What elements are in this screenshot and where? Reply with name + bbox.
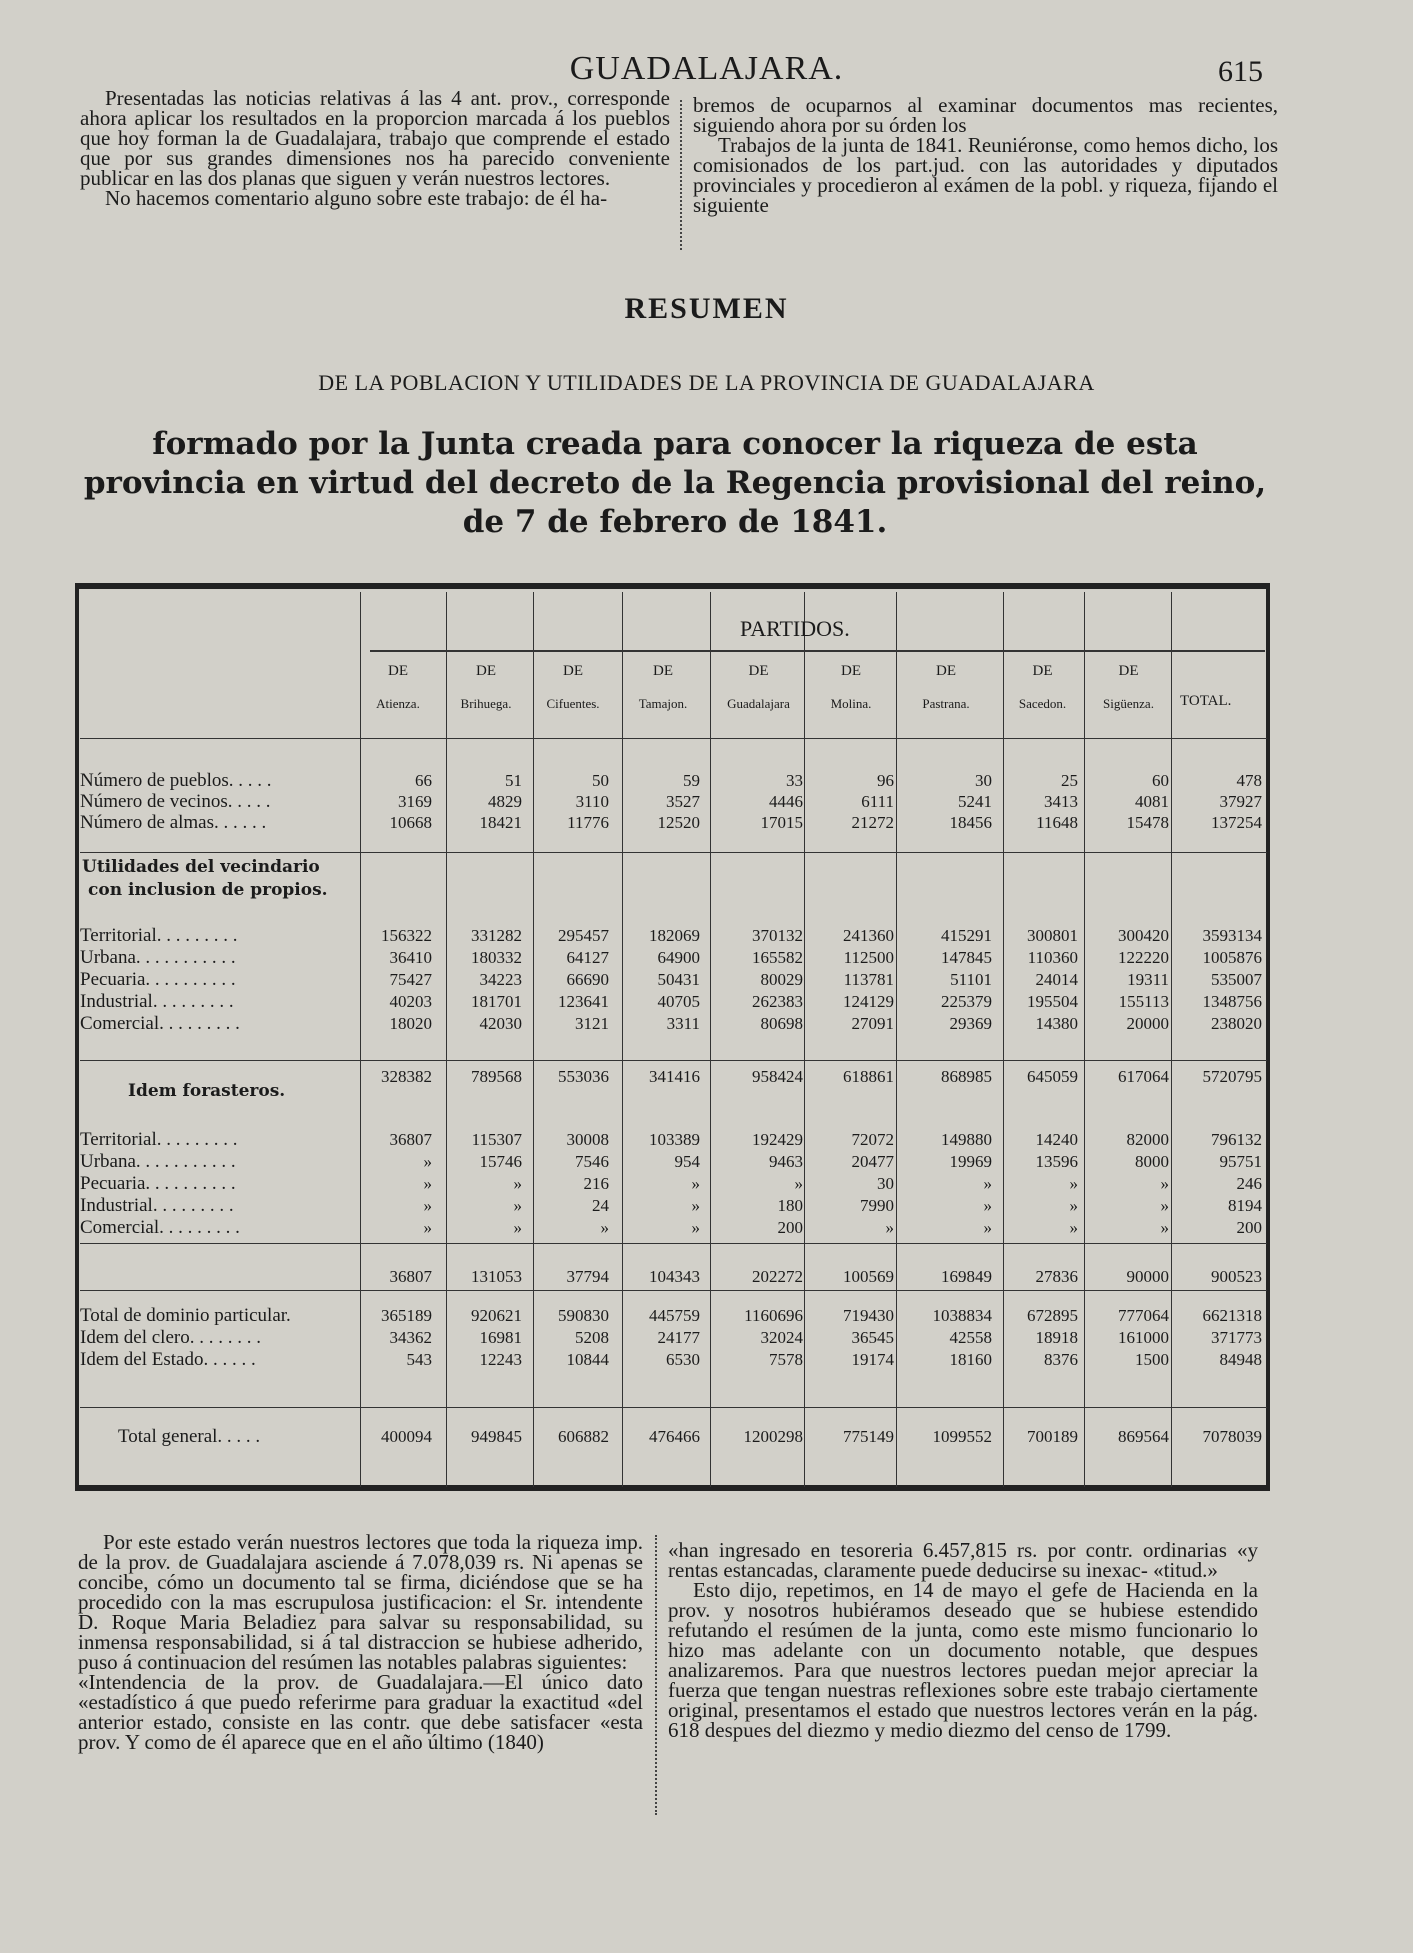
population-cell: 3413 xyxy=(1044,792,1078,811)
forasteros-cell: 796132 xyxy=(1211,1130,1262,1149)
vecindario-cell: 40705 xyxy=(657,992,700,1011)
dominio-cell: 1038834 xyxy=(932,1306,992,1325)
vecindario-subtotal-cell: 618861 xyxy=(843,1067,894,1086)
forasteros-cell: 216 xyxy=(583,1174,609,1193)
forasteros-row-label: Territorial. . . . . . . . . xyxy=(80,1129,238,1150)
column-header-molina xyxy=(804,663,898,712)
column-header-tamajon xyxy=(622,663,704,712)
vecindario-cell: 295457 xyxy=(558,926,609,945)
population-cell: 25 xyxy=(1061,771,1078,790)
population-cell: 17015 xyxy=(760,813,803,832)
dominio-cell: 777064 xyxy=(1118,1306,1169,1325)
total-general-cell: 700189 xyxy=(1027,1427,1078,1446)
forasteros-subtotal-cell: 169849 xyxy=(941,1267,992,1286)
vecindario-subtotal-cell: 553036 xyxy=(558,1067,609,1086)
forasteros-cell: » xyxy=(423,1196,432,1215)
dominio-cell: 16981 xyxy=(479,1328,522,1347)
population-cell: 50 xyxy=(592,771,609,790)
forasteros-cell: » xyxy=(423,1174,432,1193)
dominio-row-label: Total de dominio particular. xyxy=(80,1305,291,1326)
vecindario-cell: 51101 xyxy=(950,970,992,989)
total-general-row-label: Total general. . . . . xyxy=(118,1426,261,1447)
page-number: 615 xyxy=(1218,55,1263,88)
forasteros-cell: 954 xyxy=(674,1152,700,1171)
partidos-underline xyxy=(370,650,1265,652)
column-header-name: Molina. xyxy=(830,696,872,711)
vecindario-cell: 64900 xyxy=(657,948,700,967)
forasteros-cell: 115307 xyxy=(471,1130,522,1149)
forasteros-cell: » xyxy=(983,1174,992,1193)
vecindario-cell: 123641 xyxy=(558,992,609,1011)
vecindario-cell: 535007 xyxy=(1211,970,1262,989)
column-header-de: DE xyxy=(841,663,861,679)
column-header-de: DE xyxy=(563,663,583,679)
forasteros-subtotal-cell: 27836 xyxy=(1035,1267,1078,1286)
population-cell: 4081 xyxy=(1135,792,1169,811)
vecindario-cell: 122220 xyxy=(1118,948,1169,967)
intro-right-column xyxy=(693,95,1278,215)
dominio-cell: 161000 xyxy=(1118,1328,1169,1347)
vecindario-cell: 3121 xyxy=(575,1014,609,1033)
total-general-cell: 949845 xyxy=(471,1427,522,1446)
forasteros-subtotal-cell: 131053 xyxy=(471,1267,522,1286)
column-header-de: DE xyxy=(476,663,496,679)
dominio-row-label: Idem del clero. . . . . . . . xyxy=(80,1327,261,1348)
utilidades-heading-line-1: Utilidades del vecindario xyxy=(82,857,320,877)
dominio-cell: 719430 xyxy=(843,1306,894,1325)
vecindario-cell: 27091 xyxy=(851,1014,894,1033)
forasteros-cell: » xyxy=(1160,1174,1169,1193)
forasteros-cell: 30008 xyxy=(566,1130,609,1149)
dominio-cell: 42558 xyxy=(949,1328,992,1347)
vecindario-cell: 225379 xyxy=(941,992,992,1011)
closing-right-paragraph-1: «han ingresado en tesoreria 6.457,815 rs. por contr. ordinarias «y rentas estancadas, claramente puede deducirse su inexac- «titud.» xyxy=(668,1538,1258,1582)
forasteros-subtotal-cell: 37794 xyxy=(566,1267,609,1286)
dominio-cell: 12243 xyxy=(479,1350,522,1369)
vecindario-cell: 262383 xyxy=(752,992,803,1011)
vecindario-cell: 331282 xyxy=(471,926,522,945)
forasteros-subtotal-cell: 90000 xyxy=(1126,1267,1169,1286)
vecindario-cell: 156322 xyxy=(381,926,432,945)
population-cell: 51 xyxy=(505,771,522,790)
closing-right-column xyxy=(668,1540,1258,1740)
population-cell: 66 xyxy=(415,771,432,790)
forasteros-cell: » xyxy=(691,1218,700,1237)
vecindario-cell: 20000 xyxy=(1126,1014,1169,1033)
vecindario-cell: 36410 xyxy=(389,948,432,967)
population-cell: 15478 xyxy=(1126,813,1169,832)
vecindario-cell: 300420 xyxy=(1118,926,1169,945)
population-cell: 11776 xyxy=(567,813,609,832)
vecindario-cell: 24014 xyxy=(1035,970,1078,989)
forasteros-subtotal-cell: 36807 xyxy=(389,1267,432,1286)
vecindario-subtotal-cell: 789568 xyxy=(471,1067,522,1086)
population-cell: 18421 xyxy=(479,813,522,832)
population-cell: 5241 xyxy=(958,792,992,811)
column-header-de: DE xyxy=(748,663,769,679)
vecindario-cell: 241360 xyxy=(843,926,894,945)
vecindario-subtotal-cell: 617064 xyxy=(1118,1067,1169,1086)
forasteros-subtotal-cell: 900523 xyxy=(1211,1267,1262,1286)
vecindario-cell: 370132 xyxy=(752,926,803,945)
vecindario-row-label: Comercial. . . . . . . . . xyxy=(80,1013,240,1034)
vecindario-cell: 165582 xyxy=(752,948,803,967)
vecindario-cell: 3311 xyxy=(666,1014,700,1033)
population-cell: 10668 xyxy=(389,813,432,832)
forasteros-heading: Idem forasteros. xyxy=(128,1081,286,1101)
total-general-cell: 1099552 xyxy=(932,1427,992,1446)
partidos-heading: PARTIDOS. xyxy=(740,616,850,641)
dominio-cell: 371773 xyxy=(1211,1328,1262,1347)
intro-left-column xyxy=(80,88,670,208)
intro-left-paragraph-1: Presentadas las noticias relativas á las 4 ant. prov., corresponde ahora aplicar los resultados en la proporcion marcada á los pueblos que hoy forman la de Guadalajara, trabajo que comprende el estado que por sus grandes dimensiones nos ha parecido conveniente publicar en las dos planas que siguen y verán nuestros lectores. xyxy=(80,86,670,190)
population-cell: 30 xyxy=(975,771,992,790)
dominio-cell: 5208 xyxy=(575,1328,609,1347)
vecindario-cell: 1348756 xyxy=(1202,992,1262,1011)
population-row-label: Número de almas. . . . . . xyxy=(80,812,267,833)
population-cell: 3527 xyxy=(666,792,700,811)
forasteros-cell: 13596 xyxy=(1035,1152,1078,1171)
total-general-cell: 7078039 xyxy=(1202,1427,1262,1446)
page-header-title: GUADALAJARA. xyxy=(569,50,844,87)
column-header-name: Pastrana. xyxy=(922,696,970,711)
vecindario-cell: 415291 xyxy=(941,926,992,945)
population-cell: 60 xyxy=(1152,771,1169,790)
forasteros-cell: 200 xyxy=(1236,1218,1262,1237)
forasteros-cell: 15746 xyxy=(479,1152,522,1171)
closing-left-paragraph-2: «Intendencia de la prov. de Guadalajara.—El único dato «estadístico á que puedo referirme para graduar la exactitud «del anterior estado, consiste en las contr. que debe satisfacer «esta prov. Y como de él aparece que en el año último (1840) xyxy=(78,1670,643,1754)
vecindario-cell: 42030 xyxy=(479,1014,522,1033)
forasteros-cell: » xyxy=(1069,1218,1078,1237)
vecindario-cell: 113781 xyxy=(843,970,894,989)
row-rule xyxy=(80,738,1267,739)
population-cell: 6111 xyxy=(861,792,894,811)
forasteros-cell: 103389 xyxy=(649,1130,700,1149)
dominio-cell: 6530 xyxy=(666,1350,700,1369)
utilidades-heading-line-2: con inclusion de propios. xyxy=(88,880,328,900)
forasteros-cell: » xyxy=(885,1218,894,1237)
intro-left-paragraph-2: No hacemos comentario alguno sobre este trabajo: de él ha- xyxy=(105,186,608,210)
row-rule xyxy=(80,852,1267,853)
closing-left-paragraph-1: Por este estado verán nuestros lectores que toda la riqueza imp. de la prov. de Guadalajara asciende á 7.078,039 rs. Ni apenas se concibe, cómo un documento tal se firma, diciéndose que se ha procedido con la mas escrupulosa justificacion: el Sr. intendente D. Roque Maria Beladiez para salvar su responsabilidad, su inmensa responsabilidad, si á tal distraccion se hubiese adherido, puso á continuacion del resúmen las notables palabras siguientes: xyxy=(78,1530,643,1674)
vecindario-cell: 124129 xyxy=(843,992,894,1011)
forasteros-subtotal-cell: 100569 xyxy=(843,1267,894,1286)
population-cell: 33 xyxy=(786,771,803,790)
vecindario-cell: 1005876 xyxy=(1202,948,1262,967)
vecindario-cell: 195504 xyxy=(1027,992,1078,1011)
forasteros-cell: » xyxy=(983,1218,992,1237)
dominio-cell: 590830 xyxy=(558,1306,609,1325)
forasteros-cell: 7546 xyxy=(575,1152,609,1171)
forasteros-cell: » xyxy=(794,1174,803,1193)
population-cell: 3110 xyxy=(575,792,609,811)
forasteros-cell: 149880 xyxy=(941,1130,992,1149)
forasteros-cell: 246 xyxy=(1236,1174,1262,1193)
forasteros-cell: 8194 xyxy=(1228,1196,1262,1215)
vecindario-cell: 80698 xyxy=(760,1014,803,1033)
vecindario-cell: 34223 xyxy=(479,970,522,989)
population-cell: 4446 xyxy=(769,792,803,811)
forasteros-cell: 82000 xyxy=(1126,1130,1169,1149)
population-cell: 11648 xyxy=(1036,813,1078,832)
dominio-cell: 10844 xyxy=(566,1350,609,1369)
forasteros-cell: » xyxy=(423,1152,432,1171)
forasteros-cell: 14240 xyxy=(1035,1130,1078,1149)
vecindario-cell: 19311 xyxy=(1127,970,1169,989)
dominio-cell: 34362 xyxy=(389,1328,432,1347)
column-header-de: DE xyxy=(1118,663,1139,679)
vecindario-cell: 181701 xyxy=(471,992,522,1011)
forasteros-cell: » xyxy=(1160,1218,1169,1237)
column-header-total: TOTAL. xyxy=(1180,693,1232,709)
column-header-atienza xyxy=(360,663,436,712)
population-cell: 18456 xyxy=(949,813,992,832)
forasteros-cell: 180 xyxy=(777,1196,803,1215)
forasteros-cell: 30 xyxy=(877,1174,894,1193)
population-cell: 12520 xyxy=(657,813,700,832)
total-general-cell: 476466 xyxy=(649,1427,700,1446)
resumen-subtitle: DE LA POBLACION Y UTILIDADES DE LA PROVINCIA DE GUADALAJARA xyxy=(318,370,1095,395)
vecindario-cell: 18020 xyxy=(389,1014,432,1033)
vecindario-cell: 238020 xyxy=(1211,1014,1262,1033)
population-cell: 4829 xyxy=(488,792,522,811)
forasteros-cell: 19969 xyxy=(949,1152,992,1171)
forasteros-cell: 8000 xyxy=(1135,1152,1169,1171)
closing-right-paragraph-2: Esto dijo, repetimos, en 14 de mayo el gefe de Hacienda en la prov. y nosotros hubiéramos deseado que se hubiese estendido refutando el resúmen de la junta, como este mismo funcionario lo hizo mas adelante con un documento notable, que despues analizaremos. Para que nuestros lectores puedan mejor apreciar la fuerza que tengan nuestras reflexiones sobre este trabajo ciertamente original, presentamos el estado que nuestros lectores verán en la pág. 618 despues del diezmo y medio diezmo del censo de 1799. xyxy=(668,1578,1258,1742)
population-cell: 21272 xyxy=(851,813,894,832)
dominio-cell: 6621318 xyxy=(1202,1306,1262,1325)
row-rule xyxy=(80,1290,1267,1291)
forasteros-cell: » xyxy=(983,1196,992,1215)
dominio-cell: 36545 xyxy=(851,1328,894,1347)
row-rule xyxy=(80,1243,1267,1244)
intro-right-paragraph-2: Trabajos de la junta de 1841. Reuniéronse, como hemos dicho, los comisionados de los part.jud. con las autoridades y diputados provinciales y procedieron al exámen de la pobl. y riqueza, fijando el siguiente xyxy=(693,133,1278,217)
dominio-cell: 8376 xyxy=(1044,1350,1078,1369)
column-header-name: Tamajon. xyxy=(638,696,688,711)
column-header-name: Brihuega. xyxy=(460,696,512,711)
vecindario-cell: 112500 xyxy=(843,948,894,967)
vecindario-cell: 29369 xyxy=(949,1014,992,1033)
vecindario-cell: 180332 xyxy=(471,948,522,967)
forasteros-row-label: Industrial. . . . . . . . . xyxy=(80,1195,234,1216)
vecindario-cell: 300801 xyxy=(1027,926,1078,945)
column-header-de: DE xyxy=(653,663,673,679)
forasteros-row-label: Urbana. . . . . . . . . . . xyxy=(80,1151,236,1172)
row-rule xyxy=(80,1407,1267,1408)
forasteros-cell: 24 xyxy=(592,1196,609,1215)
vecindario-cell: 50431 xyxy=(657,970,700,989)
forasteros-cell: » xyxy=(423,1218,432,1237)
forasteros-cell: 72072 xyxy=(851,1130,894,1149)
forasteros-subtotal-cell: 202272 xyxy=(752,1267,803,1286)
resumen-title: RESUMEN xyxy=(624,292,789,325)
forasteros-cell: 36807 xyxy=(389,1130,432,1149)
forasteros-cell: 7990 xyxy=(860,1196,894,1215)
column-header-name: Guadalajara xyxy=(727,696,790,711)
dominio-cell: 84948 xyxy=(1219,1350,1262,1369)
vecindario-cell: 147845 xyxy=(941,948,992,967)
dominio-cell: 920621 xyxy=(471,1306,522,1325)
column-header-name: Sacedon. xyxy=(1018,696,1067,711)
forasteros-row-label: Pecuaria. . . . . . . . . . xyxy=(80,1173,236,1194)
forasteros-cell: 95751 xyxy=(1219,1152,1262,1171)
forasteros-cell: » xyxy=(513,1218,522,1237)
forasteros-cell: 20477 xyxy=(851,1152,894,1171)
vecindario-cell: 66690 xyxy=(566,970,609,989)
forasteros-cell: » xyxy=(600,1218,609,1237)
vecindario-subtotal-cell: 328382 xyxy=(381,1067,432,1086)
dominio-cell: 543 xyxy=(406,1350,432,1369)
population-cell: 137254 xyxy=(1211,813,1262,832)
column-header-de: DE xyxy=(1032,663,1053,679)
vecindario-cell: 75427 xyxy=(389,970,432,989)
dominio-cell: 1160696 xyxy=(744,1306,803,1325)
vecindario-subtotal-cell: 5720795 xyxy=(1202,1067,1262,1086)
intro-right-paragraph-1: bremos de ocuparnos al examinar documentos mas recientes, siguiendo ahora por su órden los xyxy=(693,93,1278,137)
column-header-cifuentes xyxy=(533,663,613,712)
vecindario-cell: 64127 xyxy=(566,948,609,967)
column-header-de: DE xyxy=(936,663,956,679)
column-header-name: Cifuentes. xyxy=(546,696,600,711)
column-header-de: DE xyxy=(388,663,408,679)
column-separator xyxy=(680,100,682,250)
dominio-cell: 445759 xyxy=(649,1306,700,1325)
vecindario-row-label: Industrial. . . . . . . . . xyxy=(80,991,234,1012)
dominio-cell: 7578 xyxy=(769,1350,803,1369)
vecindario-row-label: Urbana. . . . . . . . . . . xyxy=(80,947,236,968)
population-cell: 37927 xyxy=(1219,792,1262,811)
forasteros-cell: » xyxy=(1069,1174,1078,1193)
forasteros-cell: » xyxy=(691,1196,700,1215)
population-cell: 59 xyxy=(683,771,700,790)
column-header-sacedon xyxy=(1003,663,1082,712)
vecindario-row-label: Territorial. . . . . . . . . xyxy=(80,925,238,946)
vecindario-subtotal-cell: 958424 xyxy=(752,1067,803,1086)
dominio-cell: 32024 xyxy=(760,1328,803,1347)
resumen-description: formado por la Junta creada para conocer la riqueza de esta provincia en virtud del decreto de la Regencia provisional del reino, de 7 de febrero de 1841. xyxy=(83,426,1267,540)
vecindario-cell: 3593134 xyxy=(1202,926,1262,945)
population-row-label: Número de pueblos. . . . . xyxy=(80,770,272,791)
dominio-cell: 1500 xyxy=(1135,1350,1169,1369)
column-header-guadalajara xyxy=(710,663,807,712)
vecindario-row-label: Pecuaria. . . . . . . . . . xyxy=(80,969,236,990)
total-general-cell: 869564 xyxy=(1118,1427,1169,1446)
total-general-cell: 1200298 xyxy=(743,1427,803,1446)
column-header-name: Atienza. xyxy=(376,696,420,711)
dominio-row-label: Idem del Estado. . . . . . xyxy=(80,1349,256,1370)
total-general-cell: 606882 xyxy=(558,1427,609,1446)
population-row-label: Número de vecinos. . . . . xyxy=(80,791,271,812)
total-general-cell: 775149 xyxy=(843,1427,894,1446)
dominio-cell: 365189 xyxy=(381,1306,432,1325)
column-header-name: Sigüenza. xyxy=(1103,696,1154,711)
row-rule xyxy=(80,1060,1267,1061)
dominio-cell: 18160 xyxy=(949,1350,992,1369)
forasteros-cell: 200 xyxy=(777,1218,803,1237)
population-cell: 96 xyxy=(877,771,894,790)
forasteros-row-label: Comercial. . . . . . . . . xyxy=(80,1217,240,1238)
vecindario-cell: 110360 xyxy=(1027,948,1078,967)
column-header-sigüenza xyxy=(1084,663,1173,712)
column-header-pastrana xyxy=(896,663,996,712)
vecindario-subtotal-cell: 868985 xyxy=(941,1067,992,1086)
total-general-cell: 400094 xyxy=(381,1427,432,1446)
dominio-cell: 672895 xyxy=(1027,1306,1078,1325)
forasteros-cell: » xyxy=(1160,1196,1169,1215)
vecindario-subtotal-cell: 645059 xyxy=(1027,1067,1078,1086)
vecindario-cell: 40203 xyxy=(389,992,432,1011)
forasteros-subtotal-cell: 104343 xyxy=(649,1267,700,1286)
forasteros-cell: » xyxy=(1069,1196,1078,1215)
vecindario-subtotal-cell: 341416 xyxy=(649,1067,700,1086)
vecindario-cell: 182069 xyxy=(649,926,700,945)
vecindario-cell: 155113 xyxy=(1118,992,1169,1011)
forasteros-cell: 9463 xyxy=(769,1152,803,1171)
dominio-cell: 24177 xyxy=(657,1328,700,1347)
population-cell: 3169 xyxy=(398,792,432,811)
forasteros-cell: » xyxy=(513,1196,522,1215)
forasteros-cell: 192429 xyxy=(752,1130,803,1149)
forasteros-cell: » xyxy=(513,1174,522,1193)
column-header-brihuega xyxy=(446,663,526,712)
forasteros-cell: » xyxy=(691,1174,700,1193)
closing-column-separator xyxy=(655,1535,657,1815)
vecindario-cell: 80029 xyxy=(760,970,803,989)
dominio-cell: 19174 xyxy=(851,1350,894,1369)
dominio-cell: 18918 xyxy=(1035,1328,1078,1347)
closing-left-column xyxy=(78,1532,643,1752)
population-cell: 478 xyxy=(1236,771,1262,790)
vecindario-cell: 14380 xyxy=(1035,1014,1078,1033)
